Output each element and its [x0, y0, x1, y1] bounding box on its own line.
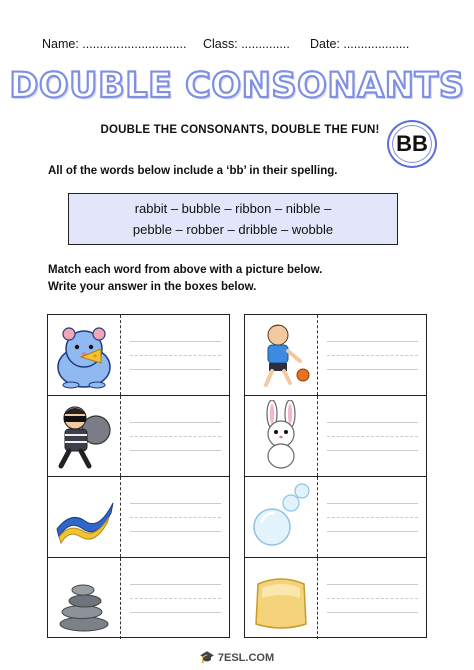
footer	[0, 650, 474, 664]
dashed-divider	[317, 477, 318, 557]
robber-icon	[51, 400, 117, 472]
instruction-line-2: Write your answer in the boxes below.	[48, 281, 257, 293]
dashed-divider	[317, 315, 318, 395]
name-field[interactable]: Name: ..............................	[42, 37, 187, 51]
answer-cell	[48, 558, 229, 639]
instruction-line-1: Match each word from above with a picture below.	[48, 264, 323, 276]
jelly-icon	[248, 562, 314, 634]
dashed-divider	[317, 558, 318, 639]
answer-grid-left	[47, 314, 230, 638]
date-field[interactable]: Date: ...................	[310, 37, 410, 51]
writing-lines[interactable]	[130, 503, 221, 545]
answer-cell	[245, 315, 426, 396]
answer-cell	[48, 477, 229, 558]
answer-grid-right	[244, 314, 427, 638]
graduation-cap-icon: 🎓	[199, 650, 215, 664]
intro-text: All of the words below include a ‘bb’ in their spelling.	[48, 165, 338, 177]
bubbles-icon	[248, 481, 314, 553]
writing-lines[interactable]	[327, 584, 418, 626]
writing-lines[interactable]	[327, 422, 418, 464]
writing-lines[interactable]	[130, 341, 221, 383]
dashed-divider	[120, 396, 121, 476]
dashed-divider	[120, 558, 121, 639]
answer-cell	[245, 477, 426, 558]
writing-lines[interactable]	[130, 584, 221, 626]
instructions	[48, 262, 322, 296]
answer-cell	[48, 396, 229, 477]
answer-cell	[48, 315, 229, 396]
word-line-2: pebble – robber – dribble – wobble	[132, 222, 334, 237]
hamster-icon	[51, 319, 117, 391]
brand-logo-text: 7ESL.COM	[217, 652, 275, 664]
writing-lines[interactable]	[327, 341, 418, 383]
writing-lines[interactable]	[130, 422, 221, 464]
word-line-1: rabbit – bubble – ribbon – nibble –	[134, 201, 332, 216]
answer-cell	[245, 396, 426, 477]
word-box	[68, 193, 398, 245]
dashed-divider	[317, 396, 318, 476]
dashed-divider	[120, 315, 121, 395]
rabbit-icon	[248, 400, 314, 472]
bb-badge: BB	[387, 120, 437, 168]
answer-cell	[245, 558, 426, 639]
pebbles-icon	[51, 562, 117, 634]
dashed-divider	[120, 477, 121, 557]
subtitle: DOUBLE THE CONSONANTS, DOUBLE THE FUN!	[100, 124, 380, 136]
ribbon-icon	[51, 481, 117, 553]
class-field[interactable]: Class: ..............	[203, 37, 290, 51]
page-title: DOUBLE CONSONANTS	[9, 66, 465, 106]
writing-lines[interactable]	[327, 503, 418, 545]
boy-dribbling-icon	[248, 319, 314, 391]
